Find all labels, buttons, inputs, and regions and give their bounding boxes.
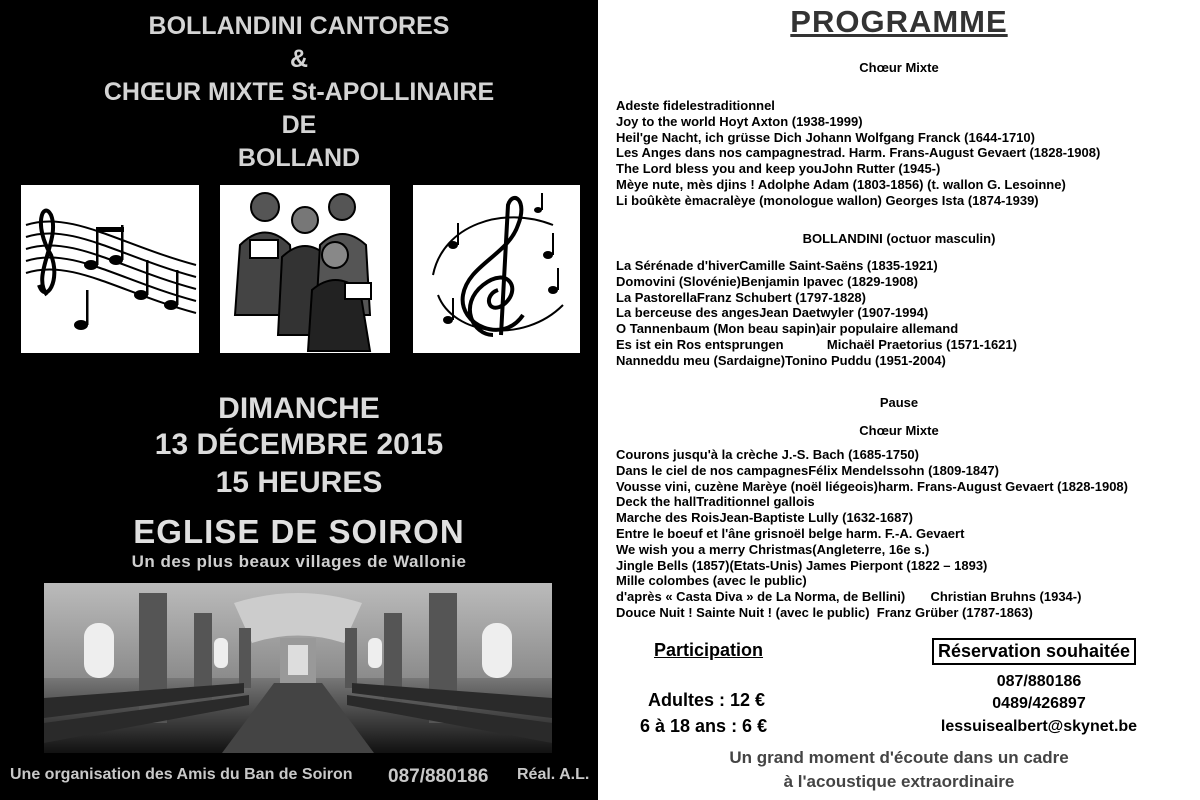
section-heading: Chœur Mixte [859, 423, 939, 438]
list-item: Mèye nute, mès djins ! Adolphe Adam (1803-1856) (t. wallon G. Lesoinne) [616, 176, 1066, 192]
poster-title-line: CHŒUR MIXTE St-APOLLINAIRE [103, 78, 495, 106]
closing-line: Un grand moment d'écoute dans un cadre [729, 748, 1069, 767]
reservation-phone: 087/880186 [996, 673, 1082, 690]
list-item: Les Anges dans nos campagnestrad. Harm. Frans-August Gevaert (1828-1908) [616, 145, 1101, 161]
list-item: Vousse vini, cuzène Marèye (noël liégeois)harm. Frans-August Gevaert (1828-1908) [616, 478, 1128, 494]
list-item: Nanneddu meu (Sardaigne)Tonino Puddu (1951-2004) [616, 352, 946, 368]
list-item: Dans le ciel de nos campagnesFélix Mendelssohn (1809-1847) [616, 462, 999, 478]
participation-title: Participation [654, 640, 764, 660]
section1-list [616, 98, 1100, 209]
list-item: Entre le boeuf et l'âne grisnoël belge harm. F.-A. Gevaert [616, 525, 965, 541]
church-title: EGLISE DE SOIRON [133, 513, 465, 550]
list-item: Es ist ein Ros entsprungen Michaël Praetorius (1571-1621) [616, 336, 1017, 352]
choir-image [220, 185, 390, 353]
treble-clef-image [413, 185, 580, 353]
church-interior-photo [44, 583, 552, 753]
list-item: La PastorellaFranz Schubert (1797-1828) [616, 289, 866, 305]
footer-phone: 087/880186 [388, 766, 489, 787]
list-item: We wish you a merry Christmas(Angleterre, 16e s.) [616, 541, 930, 557]
list-item: La berceuse des angesJean Daetwyler (1907-1994) [616, 305, 929, 321]
section2-list [616, 258, 1017, 369]
poster-title-line: DE [281, 111, 317, 139]
list-item: Jingle Bells (1857)(Etats-Unis) James Pierpont (1822 – 1893) [616, 557, 988, 573]
programme-page [598, 0, 1200, 800]
list-item: d'après « Casta Diva » de La Norma, de Bellini) Christian Bruhns (1934-) [616, 589, 1082, 605]
list-item: Douce Nuit ! Sainte Nuit ! (avec le public) Franz Grüber (1787-1863) [616, 604, 1033, 620]
list-item: Heil'ge Nacht, ich grüsse Dich Johann Wolfgang Franck (1644-1710) [616, 129, 1035, 145]
date-line: 15 HEURES [215, 466, 383, 499]
list-item: Joy to the world Hoyt Axton (1938-1999) [616, 113, 863, 129]
list-item: Adeste fidelestraditionnel [616, 98, 775, 113]
list-item: O Tannenbaum (Mon beau sapin)air populaire allemand [616, 321, 959, 337]
list-item: Deck the hallTraditionnel gallois [616, 494, 815, 510]
date-line: 13 DÉCEMBRE 2015 [154, 428, 444, 461]
poster-title-line: BOLLANDINI CANTORES [148, 12, 450, 40]
pause-label: Pause [879, 395, 919, 410]
list-item: Courons jusqu'à la crèche J.-S. Bach (1685-1750) [616, 447, 919, 462]
reservation-email: lessuisealbert@skynet.be [940, 718, 1138, 735]
concert-poster [0, 0, 598, 800]
section-heading: Chœur Mixte [859, 60, 939, 75]
adult-price: Adultes : 12 € [648, 690, 766, 710]
music-notes-image [21, 185, 199, 353]
section3-list [616, 447, 1128, 621]
credit-text: Réal. A.L. [517, 766, 590, 783]
list-item: Domovini (Slovénie)Benjamin Ipavec (1829-1908) [616, 273, 918, 289]
poster-footer [0, 762, 598, 800]
treble-clef-icon [413, 185, 580, 353]
organisation-text: Une organisation des Amis du Ban de Soiron [10, 766, 353, 783]
list-item: Mille colombes (avec le public) [616, 573, 807, 589]
reservation-phone: 0489/426897 [992, 695, 1086, 712]
choir-singers-icon [220, 185, 390, 353]
list-item: Marche des RoisJean-Baptiste Lully (1632-1687) [616, 510, 913, 526]
closing-line: à l'acoustique extraordinaire [783, 772, 1015, 791]
poster-title-line: & [289, 45, 309, 73]
list-item: La Sérénade d'hiverCamille Saint-Saëns (1835-1921) [616, 258, 938, 273]
music-staff-icon [21, 185, 199, 353]
date-line: DIMANCHE [218, 392, 380, 425]
reservation-title: Réservation souhaitée [932, 638, 1136, 665]
section-heading: BOLLANDINI (octuor masculin) [802, 231, 996, 246]
list-item: Li boûkète èmacralèye (monologue wallon) Georges Ista (1874-1939) [616, 192, 1039, 208]
church-interior-icon [44, 583, 552, 753]
church-subtitle: Un des plus beaux villages de Wallonie [131, 552, 467, 571]
poster-title-line: BOLLAND [237, 144, 361, 172]
youth-price: 6 à 18 ans : 6 € [640, 716, 768, 736]
list-item: The Lord bless you and keep youJohn Rutter (1945-) [616, 161, 941, 177]
programme-title: PROGRAMME [790, 4, 1008, 39]
